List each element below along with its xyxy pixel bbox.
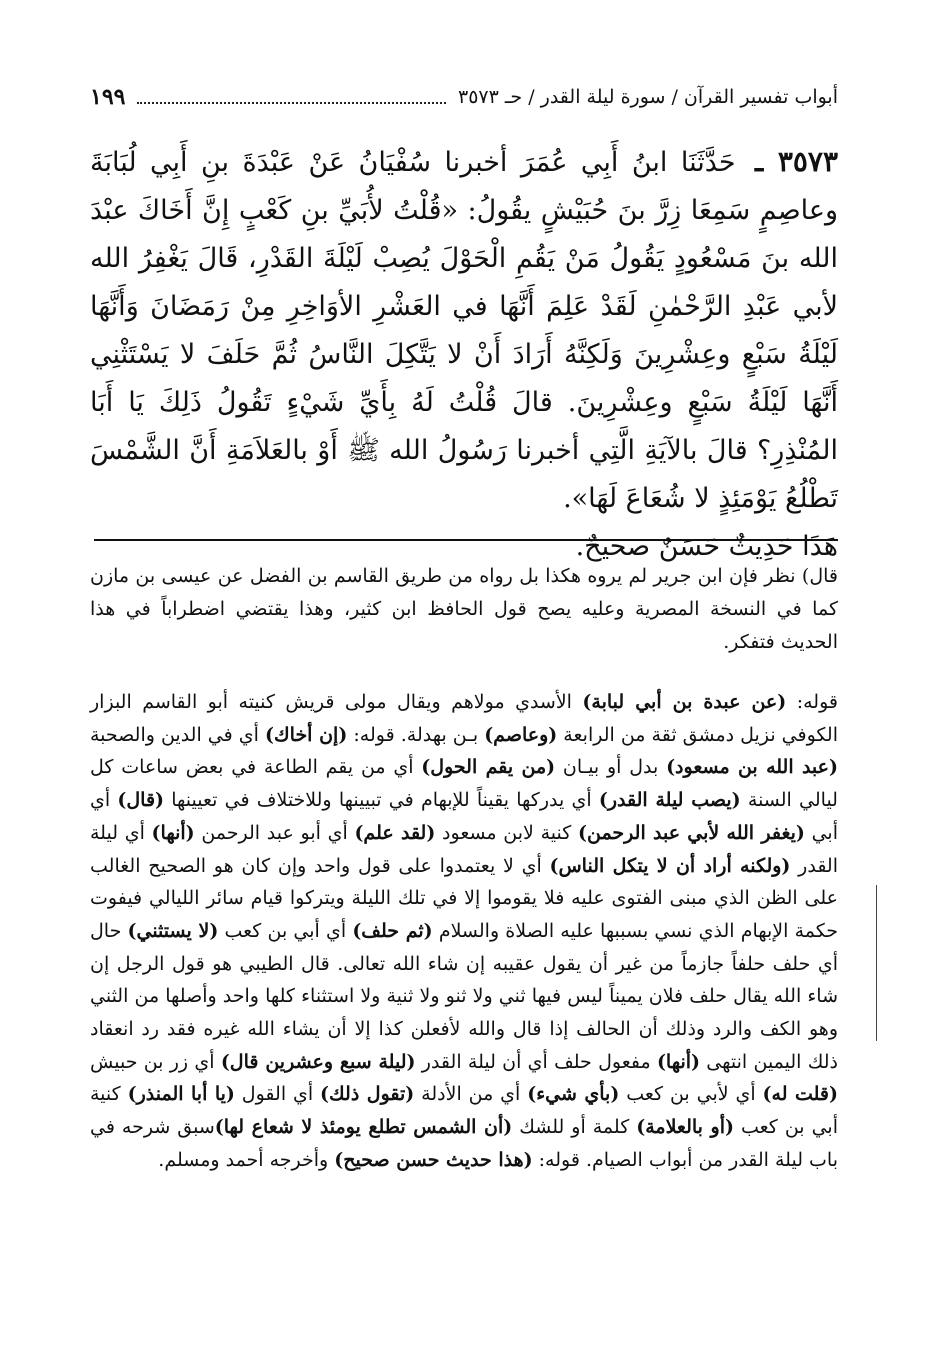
commentary-text: الأسدي مولاهم ويقال مولى قريش كنيته أبو القاسم البزار الكوفي نزيل دمشق ثقة من الرابعة bbox=[90, 691, 838, 746]
page-number: ١٩٩ bbox=[90, 84, 126, 110]
quoted-phrase: (لا يستثني) bbox=[127, 919, 219, 942]
quoted-phrase: (وعاصم) bbox=[484, 723, 558, 746]
running-title: أبواب تفسير القرآن / سورة ليلة القدر / حـ ٣٥٧٣ bbox=[458, 86, 838, 108]
commentary-text: سبق شرحه في باب ليلة القدر من أبواب الصيام. قوله: bbox=[90, 1116, 838, 1171]
quoted-phrase: (ليلة سبع وعشرين قال) bbox=[220, 1050, 416, 1073]
commentary-text: كنية لابن مسعود bbox=[435, 821, 578, 844]
commentary-text: أي القول bbox=[234, 1083, 321, 1106]
quoted-phrase: (يصب ليلة القدر) bbox=[598, 789, 741, 812]
commentary-text: أي أبي bbox=[90, 789, 838, 844]
commentary-text: بدل أو بيـان bbox=[555, 756, 667, 779]
commentary-note-continuation: قال) نظر فإن ابن جرير لم يروه هكذا بل رواه من طريق القاسم بن الفضل عن عيسى بن مازن كما في النسخة المصرية وعليه يصح قول الحافظ ابن كثير، وهذا يقتضي اضطراباً في هذا الحديث فتفكر. bbox=[90, 565, 838, 653]
quoted-phrase: (أو بالعلامة) bbox=[636, 1116, 734, 1139]
quoted-phrase: (من يقم الحول) bbox=[421, 756, 556, 779]
hadith-grade: هَذَا حَدِيثٌ حَسَنٌ صحيحٌ. bbox=[575, 531, 838, 562]
quoted-phrase: (قال) bbox=[117, 789, 165, 812]
quoted-phrase: (تقول ذلك) bbox=[320, 1083, 415, 1106]
hadith-text-block bbox=[90, 138, 838, 571]
commentary-text: أي زر بن حبيش bbox=[90, 1050, 221, 1073]
quoted-phrase: (عبد الله بن مسعود) bbox=[666, 756, 838, 779]
quoted-phrase: (يغفر الله لأبي عبد الرحمن) bbox=[577, 821, 805, 844]
commentary-text: كنية أبي بن كعب bbox=[90, 1083, 838, 1139]
commentary-text: أي أبو عبد الرحمن bbox=[194, 821, 355, 844]
commentary-text: أي يدركها يقيناً للإبهام في تبيينها وللاختلاف في تعيينها bbox=[164, 789, 599, 812]
commentary-text: أي أبي بن كعب bbox=[218, 919, 353, 942]
hadith-body: حَدَّثَنَا ابنُ أَبِي عُمَرَ أخبرنا سُفْيَانُ عَنْ عَبْدَةَ بنِ أَبِي لُبَابَةَ وعاصِمٍ سَمِعَا زِرَّ بنَ حُبَيْشٍ يقُولُ: «قُلْتُ لأُبَيِّ بنِ كَعْبٍ إِنَّ أَخَاكَ عبْدَ الله بنَ مَسْعُودٍ يَقُولُ مَنْ يَقُمِ الْحَوْلَ يُصِبْ لَيْلَةَ القَدْرِ، قَالَ يَغْفِرُ الله لأبي عَبْدِ الرَّحْمٰنِ لَقَدْ عَلِمَ أَنَّهَا في العَشْرِ الأوَاخِرِ مِنْ رَمَضَانَ وَأَنَّهَا لَيْلَةُ سَبْعٍ وعِشْرِينَ وَلَكِنَّهُ أَرَادَ أَنْ لا يَتَّكِلَ النَّاسُ ثُمَّ حَلَفَ لا يَسْتَثْنِي أَنَّهَا لَيْلَةُ سَبْعٍ وعِشْرِينَ. قالَ قُلْتُ لَهُ بِأَيِّ شَيْءٍ تَقُولُ ذَلِكَ يَا أَبَا المُنْذِرِ؟ قالَ بالآيَةِ الَّتِي أخبرنا رَسُولُ الله ﷺ أَوْ بالعَلاَمَةِ أَنَّ الشَّمْسَ تَطْلُعُ يَوْمَئِذٍ لا شُعَاعَ لَهَا». bbox=[90, 147, 838, 514]
quoted-phrase: (هذا حديث حسن صحيح) bbox=[334, 1148, 533, 1171]
leader-dots bbox=[137, 102, 446, 104]
commentary-text: كلمة أو للشك bbox=[512, 1116, 637, 1139]
commentary-text: قوله: bbox=[786, 691, 838, 713]
commentary-text: أي لأبي بن كعب bbox=[619, 1083, 763, 1106]
quoted-phrase: (قلت له) bbox=[762, 1083, 838, 1106]
commentary-text: أي في الدين والصحبة bbox=[90, 723, 265, 746]
running-header bbox=[90, 80, 838, 114]
quoted-phrase: (أنها) bbox=[151, 821, 195, 844]
commentary-main bbox=[90, 686, 838, 1177]
commentary-text: أي من الأدلة bbox=[414, 1083, 528, 1106]
quoted-phrase: (ثم حلف) bbox=[352, 919, 433, 942]
quoted-phrase: (عن عبدة بن أبي لبابة) bbox=[582, 691, 787, 713]
quoted-phrase: (إن أخاك) bbox=[265, 723, 348, 746]
commentary-text: وأخرجه أحمد ومسلم. bbox=[158, 1148, 335, 1171]
quoted-phrase: (لقد علم) bbox=[354, 821, 436, 844]
commentary-text: أي من يقم الطاعة في بعض ساعات كل ليالي السنة bbox=[90, 756, 838, 812]
quoted-phrase: (أن الشمس تطلع يومئذ لا شعاع لها) bbox=[214, 1116, 513, 1139]
commentary-text: أي ليلة القدر bbox=[90, 821, 838, 877]
quoted-phrase: (بأي شيء) bbox=[527, 1083, 620, 1106]
commentary-text: مفعول حلف أي أن ليلة القدر bbox=[415, 1050, 657, 1073]
footnote-separator bbox=[94, 539, 838, 541]
quoted-phrase: (ولكنه أراد أن لا يتكل الناس) bbox=[549, 854, 791, 877]
commentary-text: حال أي حلف حلفاً جازماً من غير أن يقول عقيبه إن شاء الله تعالى. قال الطيبي هو قول الرجل إن شاء الله يقال حلف فلان يميناً ليس فيها ثني ولا ثنو ولا ثنية ولا استثناء كلها واحد وأصلها من الثني وهو الكف والرد وذلك أن الحالف إذا قال والله لأفعلن كذا إلا أن يشاء الله غيره فقد رد انعقاد ذلك اليمين انتهى bbox=[90, 919, 839, 1073]
quoted-phrase: (أنها) bbox=[656, 1050, 701, 1073]
commentary-text: أي لا يعتمدوا على قول واحد وإن كان هو الصحيح الغالب على الظن الذي مبنى الفتوى عليه فلا يقوموا إلا في تلك الليلة ويتركوا قيام سائر الليالي فيفوت حكمة الإبهام الذي نسي بسببها عليه الصلاة والسلام bbox=[90, 854, 838, 942]
margin-line bbox=[876, 885, 877, 1041]
hadith-number: ٣٥٧٣ ـ bbox=[755, 145, 838, 178]
commentary-text: بـن بهدلة. قوله: bbox=[347, 723, 485, 746]
quoted-phrase: (يا أبا المنذر) bbox=[127, 1083, 235, 1106]
